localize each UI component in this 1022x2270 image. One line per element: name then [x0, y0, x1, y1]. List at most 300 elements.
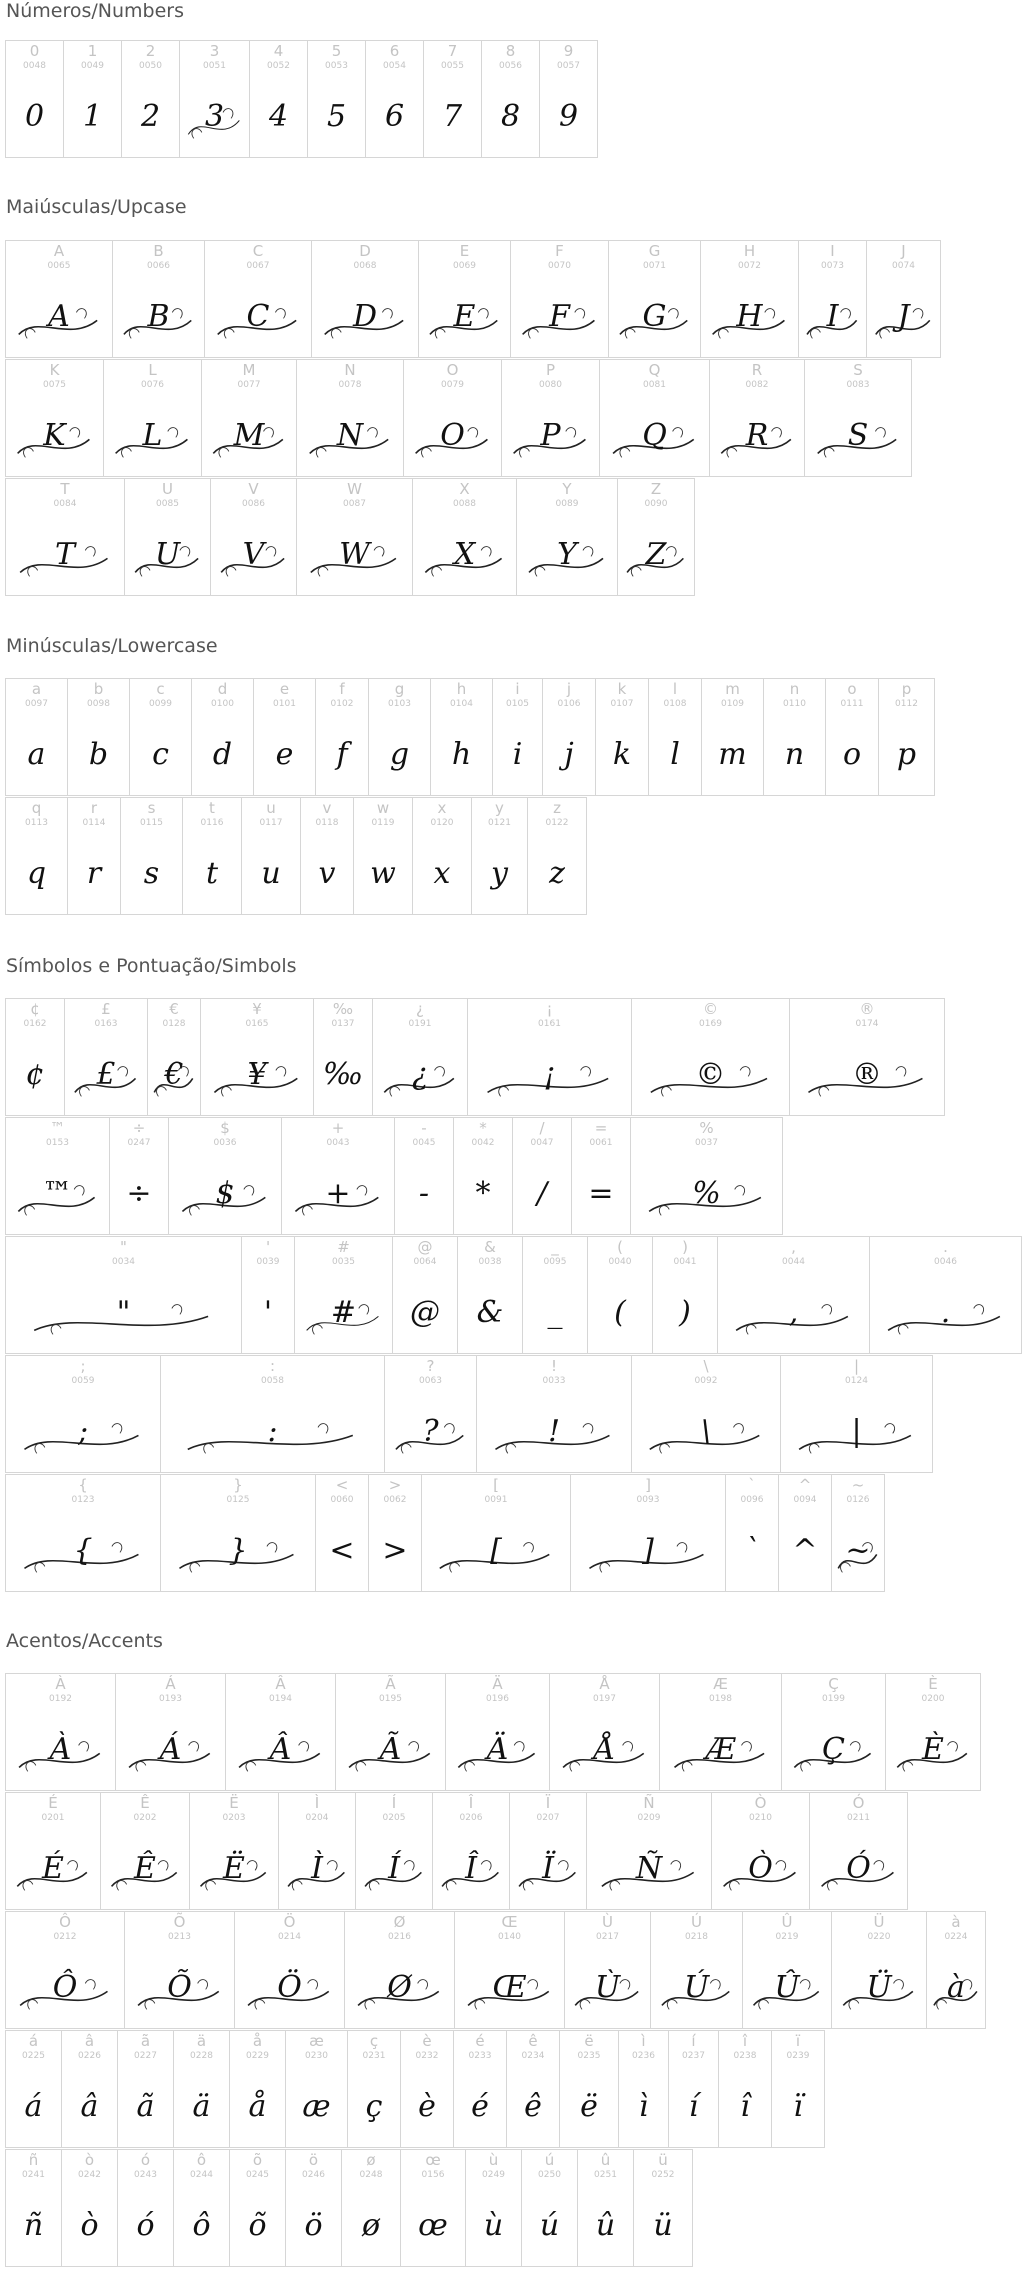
glyph-sample: : [267, 1414, 278, 1449]
glyph-sample: P [540, 418, 561, 453]
glyph-code-label: 0053 [325, 61, 348, 71]
glyph-cell [804, 359, 912, 477]
glyph-sample: Z [645, 537, 667, 572]
glyph-preview [710, 404, 804, 474]
glyph-code-label: 0226 [78, 2051, 101, 2061]
glyph-sample: s [143, 856, 160, 891]
glyph-cell [400, 2030, 454, 2148]
glyph-code-label: 0245 [246, 2170, 269, 2180]
glyph-code-label: 0119 [371, 818, 395, 828]
glyph-cell [229, 2030, 286, 2148]
glyph-preview [190, 1837, 278, 1907]
glyph-cell [866, 240, 941, 358]
glyph-cell [885, 1673, 981, 1791]
glyph-code-label: 0234 [521, 2051, 545, 2061]
glyph-preview [832, 1956, 926, 2026]
glyph-character-label: p [901, 680, 912, 698]
glyph-preview [68, 723, 129, 793]
glyph-preview [799, 285, 866, 355]
glyph-sample: 8 [500, 99, 521, 134]
glyph-cell [109, 1117, 169, 1235]
glyph-code-label: 0095 [543, 1257, 567, 1267]
glyph-cell [549, 1673, 660, 1791]
glyph-code-label: 0089 [555, 499, 579, 509]
glyph-cell [160, 1474, 316, 1592]
glyph-cell [701, 678, 764, 796]
glyph-preview [726, 1519, 778, 1589]
glyph-code-label: 0097 [25, 699, 48, 709]
glyph-preview [522, 2194, 577, 2264]
glyph-character-label: í [691, 2032, 696, 2050]
glyph-code-label: 0162 [23, 1019, 47, 1029]
glyph-cell [510, 240, 609, 358]
glyph-character-label: Z [650, 480, 662, 498]
glyph-preview [6, 842, 67, 912]
glyph-character-label: G [648, 242, 661, 260]
glyph-character-label: é [475, 2032, 485, 2050]
glyph-sample: é [471, 2089, 489, 2124]
glyph-character-label: b [93, 680, 104, 698]
glyph-sample: Î [465, 1851, 477, 1886]
glyph-preview [446, 1718, 549, 1788]
glyph-code-label: 0124 [845, 1376, 868, 1386]
glyph-character-label: } [233, 1476, 243, 1494]
glyph-sample: + [325, 1176, 351, 1211]
glyph-character-label: q [31, 799, 42, 817]
glyph-preview [543, 723, 595, 793]
glyph-character-label: v [322, 799, 332, 817]
section-title: Símbolos e Pontuação/Simbols [6, 955, 297, 977]
glyph-character-label: > [388, 1476, 402, 1494]
glyph-preview [649, 723, 701, 793]
glyph-code-label: 0101 [273, 699, 296, 709]
glyph-character-label: h [456, 680, 467, 698]
glyph-preview [161, 1519, 315, 1589]
glyph-sample: g [389, 737, 410, 772]
glyph-code-label: 0249 [482, 2170, 505, 2180]
glyph-cell [430, 678, 493, 796]
glyph-sample: Ø [387, 1970, 412, 2005]
glyph-cell [173, 2030, 230, 2148]
glyph-cell [307, 40, 366, 158]
glyph-code-label: 0046 [934, 1257, 957, 1267]
glyph-cell [355, 1792, 433, 1910]
glyph-code-label: 0196 [486, 1694, 509, 1704]
glyph-code-label: 0116 [200, 818, 224, 828]
glyph-sample: J [897, 299, 910, 334]
glyph-character-label: 8 [505, 42, 516, 60]
glyph-preview [211, 523, 296, 593]
glyph-sample: 5 [326, 99, 347, 134]
glyph-cell [344, 1911, 455, 2029]
glyph-preview [301, 842, 353, 912]
glyph-preview [226, 1718, 335, 1788]
glyph-character-label: © [703, 1000, 718, 1018]
glyph-cell [225, 1673, 336, 1791]
glyph-sample: Ó [846, 1851, 871, 1886]
glyph-preview [282, 1162, 394, 1232]
glyph-code-label: 0088 [453, 499, 476, 509]
glyph-code-label: 0071 [643, 261, 666, 271]
glyph-sample: r [86, 856, 102, 891]
glyph-preview [810, 1837, 907, 1907]
glyph-preview [587, 1837, 711, 1907]
glyph-preview [230, 2075, 285, 2145]
glyph-preview [517, 523, 617, 593]
glyph-character-label: Á [165, 1675, 176, 1693]
glyph-preview [826, 723, 878, 793]
glyph-cell [147, 998, 201, 1116]
glyph-preview [413, 842, 471, 912]
glyph-cell [763, 678, 826, 796]
glyph-sample: à [947, 1970, 965, 2005]
glyph-character-label: K [49, 361, 60, 379]
glyph-sample: E [453, 299, 476, 334]
glyph-cell [781, 1673, 886, 1791]
glyph-character-label: . [943, 1238, 948, 1256]
glyph-character-label: ¿ [416, 1000, 424, 1018]
glyph-sample: T [54, 537, 75, 572]
glyph-preview [393, 1281, 457, 1351]
glyph-cell [825, 678, 879, 796]
glyph-character-label: ~ [851, 1476, 865, 1494]
glyph-character-label: ç [369, 2032, 379, 2050]
glyph-code-label: 0033 [542, 1376, 566, 1386]
glyph-cell [618, 2030, 669, 2148]
glyph-character-label: i [515, 680, 520, 698]
glyph-sample: N [336, 418, 364, 453]
glyph-sample: á [24, 2089, 43, 2124]
glyph-code-label: 0055 [441, 61, 464, 71]
glyph-code-label: 0079 [441, 380, 464, 390]
glyph-cell [296, 359, 404, 477]
glyph-cell [700, 240, 799, 358]
glyph-sample: œ [418, 2208, 448, 2243]
glyph-code-label: 0246 [302, 2170, 325, 2180]
glyph-character-label: É [48, 1794, 58, 1812]
glyph-character-label: u [266, 799, 276, 817]
glyph-sample: p [896, 737, 917, 772]
glyph-code-label: 0120 [430, 818, 454, 828]
glyph-preview [511, 285, 608, 355]
glyph-preview [651, 1956, 742, 2026]
glyph-character-label: Y [562, 480, 572, 498]
glyph-cell [771, 2030, 825, 2148]
glyph-preview [6, 1043, 64, 1113]
glyph-character-label: d [217, 680, 228, 698]
glyph-preview [356, 1837, 432, 1907]
glyph-preview [540, 85, 597, 155]
glyph-code-label: 0118 [315, 818, 339, 828]
glyph-preview [6, 1837, 100, 1907]
glyph-character-label: # [337, 1238, 350, 1256]
glyph-sample: ô [192, 2208, 211, 2243]
glyph-cell [522, 1236, 588, 1354]
glyph-preview [169, 1162, 281, 1232]
glyph-code-label: 0203 [222, 1813, 246, 1823]
glyph-sample: n [784, 737, 805, 772]
glyph-code-label: 0074 [892, 261, 915, 271]
glyph-character-label: ) [682, 1238, 688, 1256]
glyph-cell [5, 240, 113, 358]
glyph-code-label: 0054 [383, 61, 406, 71]
glyph-cell [5, 1792, 101, 1910]
glyph-character-label: O [446, 361, 459, 379]
glyph-cell [400, 2149, 466, 2267]
glyph-character-label: : [269, 1357, 276, 1375]
glyph-cell [296, 478, 413, 596]
glyph-cell [311, 240, 419, 358]
glyph-code-label: 0123 [71, 1495, 95, 1505]
glyph-character-label: à [951, 1913, 961, 1931]
glyph-character-label: ' [265, 1238, 271, 1256]
glyph-character-label: X [459, 480, 470, 498]
glyph-sample: & [476, 1295, 504, 1330]
section-title: Números/Numbers [6, 0, 184, 22]
glyph-code-label: 0091 [484, 1495, 508, 1505]
glyph-character-label: ø [366, 2151, 376, 2169]
glyph-code-label: 0204 [305, 1813, 329, 1823]
glyph-cell [564, 1911, 651, 2029]
glyph-cell [285, 2030, 348, 2148]
glyph-cell [570, 1474, 726, 1592]
glyph-sample: Œ [492, 1970, 527, 2005]
glyph-character-label: ú [544, 2151, 555, 2169]
glyph-sample: i [512, 737, 523, 772]
glyph-preview [286, 2075, 347, 2145]
glyph-preview [572, 1162, 630, 1232]
glyph-preview [779, 1519, 831, 1589]
glyph-cell [368, 678, 431, 796]
glyph-sample: " [116, 1295, 131, 1330]
glyph-preview [118, 2194, 173, 2264]
glyph-preview [235, 1956, 344, 2026]
glyph-character-label: 5 [331, 42, 342, 60]
glyph-cell [595, 678, 649, 796]
glyph-preview [308, 85, 365, 155]
glyph-cell [659, 1673, 782, 1791]
glyph-sample: Ï [542, 1851, 554, 1886]
glyph-cell [725, 1474, 779, 1592]
glyph-cell [5, 1673, 116, 1791]
glyph-code-label: 0235 [577, 2051, 601, 2061]
glyph-character-label: ¡ [546, 1000, 553, 1018]
glyph-character-label: = [594, 1119, 608, 1137]
glyph-cell [798, 240, 867, 358]
glyph-code-label: 0212 [53, 1932, 77, 1942]
glyph-character-label: â [84, 2032, 95, 2050]
glyph-preview [385, 1400, 476, 1470]
glyph-cell [527, 797, 587, 915]
glyph-preview [183, 842, 241, 912]
glyph-sample: ç [365, 2089, 383, 2124]
glyph-code-label: 0247 [127, 1138, 151, 1148]
glyph-character-label: Ä [492, 1675, 503, 1693]
glyph-preview [879, 723, 934, 793]
glyph-cell [201, 359, 297, 477]
glyph-cell [61, 2149, 118, 2267]
glyph-sample: ú [539, 2208, 560, 2243]
glyph-code-label: 0051 [203, 61, 226, 71]
glyph-sample: j [564, 737, 574, 772]
glyph-sample: ä [192, 2089, 211, 2124]
glyph-cell [780, 1355, 933, 1473]
glyph-cell [481, 40, 540, 158]
glyph-preview [477, 1400, 631, 1470]
glyph-preview [121, 842, 182, 912]
glyph-character-label: U [162, 480, 173, 498]
glyph-cell [372, 998, 468, 1116]
glyph-sample: q [26, 856, 47, 891]
glyph-character-label: Î [468, 1794, 474, 1812]
glyph-character-label: Â [275, 1675, 286, 1693]
glyph-character-label: s [147, 799, 156, 817]
glyph-sample: Á [159, 1732, 182, 1767]
glyph-code-label: 0219 [775, 1932, 799, 1942]
glyph-preview [314, 1043, 372, 1113]
glyph-code-label: 0233 [468, 2051, 492, 2061]
glyph-code-label: 0126 [846, 1495, 870, 1505]
glyph-code-label: 0232 [415, 2051, 439, 2061]
glyph-sample: Q [642, 418, 667, 453]
glyph-code-label: 0243 [134, 2170, 157, 2180]
glyph-preview [510, 1837, 586, 1907]
glyph-sample: å [248, 2089, 267, 2124]
glyph-preview [401, 2075, 453, 2145]
glyph-character-label: è [422, 2032, 432, 2050]
glyph-cell [189, 1792, 279, 1910]
glyph-character-label: l [672, 680, 678, 698]
glyph-code-label: 0213 [168, 1932, 191, 1942]
glyph-cell [394, 1117, 454, 1235]
glyph-preview [348, 2075, 400, 2145]
glyph-code-label: 0094 [793, 1495, 817, 1505]
glyph-code-label: 0087 [343, 499, 366, 509]
glyph-preview [550, 1718, 659, 1788]
glyph-character-label: á [28, 2032, 39, 2050]
glyph-code-label: 0210 [749, 1813, 772, 1823]
glyph-sample: l [670, 737, 680, 772]
glyph-code-label: 0072 [738, 261, 761, 271]
glyph-preview [523, 1281, 587, 1351]
glyph-sample: C [246, 299, 270, 334]
glyph-preview [805, 404, 911, 474]
glyph-sample: Ö [277, 1970, 302, 2005]
glyph-code-label: 0078 [338, 380, 362, 390]
glyph-cell [599, 359, 710, 477]
glyph-cell [717, 1236, 870, 1354]
glyph-sample: z [549, 856, 565, 891]
glyph-cell [457, 1236, 523, 1354]
glyph-cell [117, 2030, 174, 2148]
glyph-sample: c [152, 737, 169, 772]
glyph-code-label: 0052 [267, 61, 290, 71]
glyph-sample: â [80, 2089, 99, 2124]
glyph-cell [160, 1355, 385, 1473]
glyph-sample: ù [483, 2208, 504, 2243]
glyph-code-label: 0218 [685, 1932, 708, 1942]
glyph-character-label: \ [703, 1357, 709, 1375]
glyph-preview [660, 1718, 781, 1788]
glyph-sample: ü [653, 2208, 673, 2243]
glyph-preview [122, 85, 179, 155]
glyph-cell [5, 797, 68, 915]
glyph-sample: * [475, 1176, 491, 1211]
glyph-character-label: Ö [283, 1913, 296, 1931]
glyph-cell [335, 1673, 446, 1791]
glyph-preview [336, 1718, 445, 1788]
glyph-cell [630, 1117, 783, 1235]
glyph-cell [5, 1355, 161, 1473]
glyph-code-label: 0121 [488, 818, 511, 828]
glyph-code-label: 0163 [94, 1019, 118, 1029]
glyph-preview [632, 1043, 789, 1113]
glyph-sample: B [147, 299, 170, 334]
glyph-code-label: 0073 [821, 261, 844, 271]
glyph-sample: ÷ [126, 1176, 152, 1211]
glyph-cell [121, 40, 180, 158]
glyph-sample: h [451, 737, 472, 772]
glyph-sample: í [688, 2089, 699, 2124]
glyph-cell [67, 797, 121, 915]
glyph-character-label: ™ [50, 1119, 65, 1137]
glyph-cell [809, 1792, 908, 1910]
glyph-sample: L [142, 418, 163, 453]
glyph-preview [790, 1043, 944, 1113]
glyph-character-label: & [484, 1238, 496, 1256]
glyph-sample: ö [304, 2208, 323, 2243]
glyph-character-label: y [495, 799, 504, 817]
glyph-sample: 3 [204, 99, 225, 134]
glyph-character-label: ö [308, 2151, 319, 2169]
glyph-preview [6, 1718, 115, 1788]
glyph-cell [281, 1117, 395, 1235]
glyph-sample: ( [614, 1295, 626, 1330]
glyph-preview [588, 1281, 652, 1351]
glyph-cell [652, 1236, 718, 1354]
glyph-sample: 9 [558, 99, 579, 134]
glyph-code-label: 0194 [269, 1694, 292, 1704]
glyph-character-label: ‰ [332, 1000, 354, 1018]
glyph-sample: 0 [24, 99, 45, 134]
glyph-preview [422, 1519, 570, 1589]
glyph-cell [112, 240, 205, 358]
glyph-preview [455, 1956, 564, 2026]
glyph-character-label: Ó [852, 1794, 865, 1812]
glyph-code-label: 0063 [419, 1376, 442, 1386]
glyph-cell [648, 678, 702, 796]
glyph-character-label: Ú [691, 1913, 702, 1931]
glyph-character-label: ? [426, 1357, 435, 1375]
glyph-character-label: / [539, 1119, 545, 1137]
glyph-preview [316, 723, 368, 793]
glyph-character-label: n [789, 680, 800, 698]
glyph-character-label: Ù [602, 1913, 613, 1931]
glyph-code-label: 0197 [593, 1694, 616, 1704]
glyph-preview [113, 285, 204, 355]
glyph-sample: , [788, 1295, 799, 1330]
glyph-character-label: r [90, 799, 98, 817]
glyph-character-label: | [853, 1357, 860, 1375]
glyph-preview [192, 723, 253, 793]
glyph-sample: Õ [167, 1970, 192, 2005]
glyph-code-label: 0080 [539, 380, 562, 390]
glyph-preview [366, 85, 423, 155]
glyph-character-label: N [344, 361, 356, 379]
glyph-preview [493, 723, 542, 793]
glyph-preview [870, 1281, 1021, 1351]
glyph-code-label: 0048 [23, 61, 46, 71]
